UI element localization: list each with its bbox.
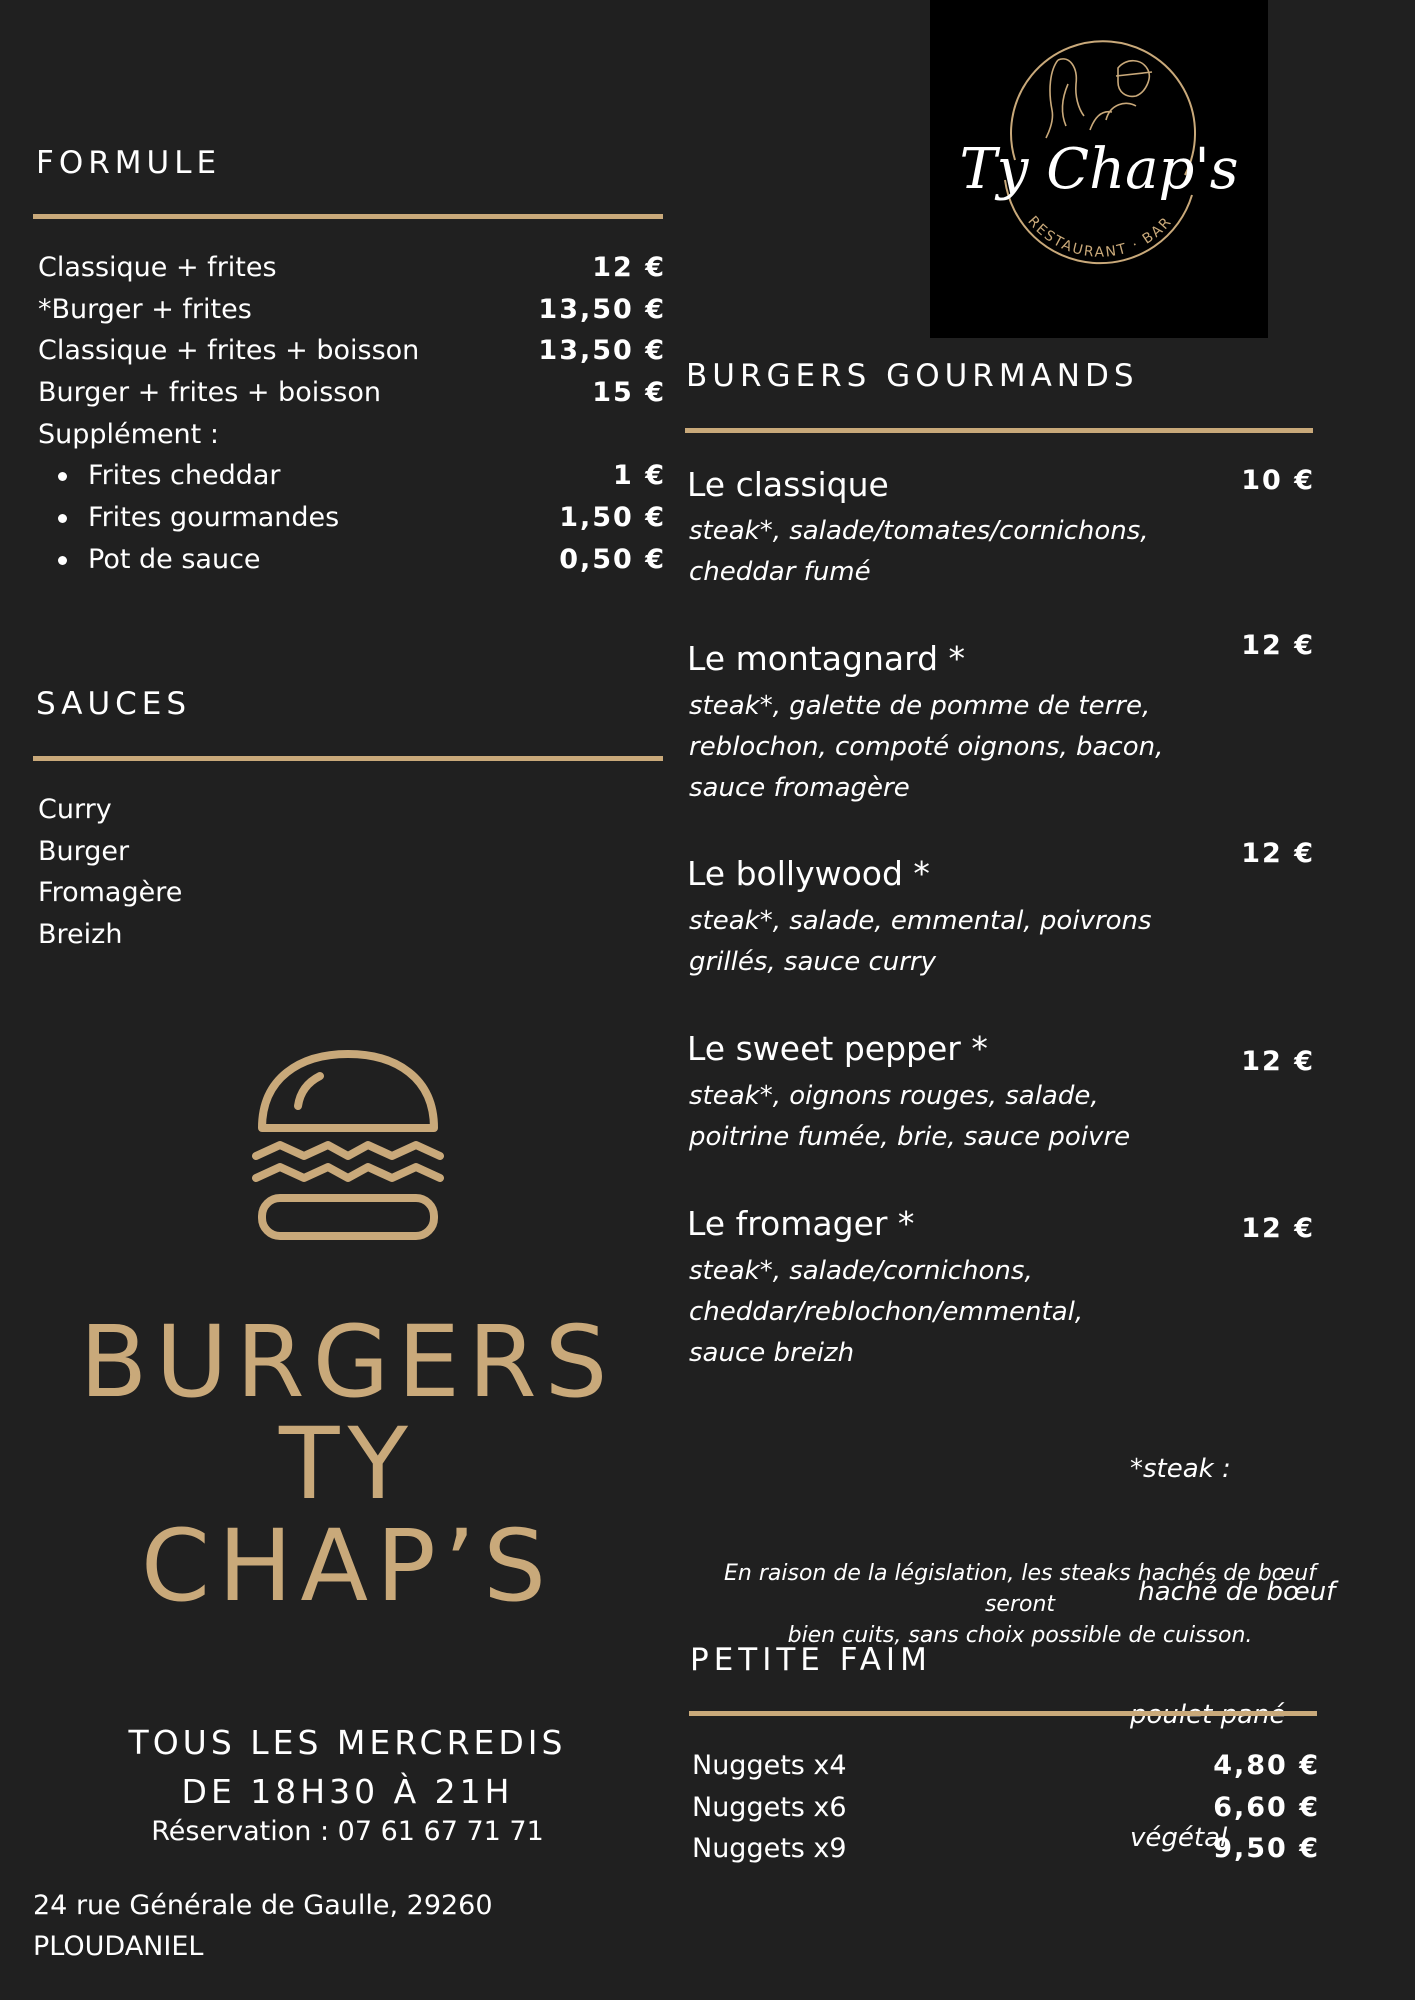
- reservation: Réservation : 07 61 67 71 71: [151, 1816, 544, 1847]
- burgers-heading: BURGERS GOURMANDS: [686, 358, 1139, 394]
- petite-faim-divider: [689, 1711, 1317, 1716]
- burger-name: Le sweet pepper *: [687, 1029, 988, 1068]
- legal-note: En raison de la législation, les steaks hachés de bœuf seront bien cuits, sans choix possible de cuisson.: [724, 1561, 1316, 1648]
- formule-item: Classique + frites + boisson 13,50 €: [38, 335, 666, 367]
- schedule: TOUS LES MERCREDIS DE 18H30 À 21H: [128, 1723, 567, 1811]
- logo: [930, 0, 1268, 338]
- steak-note: *steak : haché de bœuf végétal: [1130, 1454, 1336, 1853]
- supplement-item: Frites gourmandes 1,50 €: [38, 497, 666, 539]
- burger-price: 12 €: [1241, 630, 1315, 661]
- ty-chaps-logo-icon: [930, 0, 1268, 338]
- burger-description: steak*, galette de pomme de terre, reblochon, compoté oignons, bacon, sauce fromagère: [689, 691, 1164, 803]
- burger-name: Le bollywood *: [687, 854, 930, 893]
- petite-faim-item: Nuggets x9 9,50 €: [692, 1833, 1320, 1865]
- burger-name: Le classique: [687, 465, 889, 504]
- burger-icon: [250, 1048, 446, 1243]
- address: 24 rue Générale de Gaulle, 29260 PLOUDANIEL: [33, 1890, 493, 1962]
- sauces-heading: SAUCES: [36, 686, 192, 722]
- petite-faim-list: [692, 1745, 1320, 1870]
- burger-description: steak*, oignons rouges, salade, poitrine fumée, brie, sauce poivre: [689, 1081, 1131, 1152]
- burgers-divider: [685, 428, 1313, 433]
- burger-price: 12 €: [1241, 1213, 1315, 1244]
- sauce-item: Curry: [38, 794, 112, 825]
- burger-name: Le fromager *: [687, 1204, 915, 1243]
- burger-name: Le montagnard *: [687, 639, 966, 678]
- burger-price: 12 €: [1241, 1046, 1315, 1077]
- formule-divider: [33, 214, 663, 219]
- supplement-item: Frites cheddar 1 €: [38, 455, 666, 497]
- formule-heading: FORMULE: [36, 145, 222, 181]
- burger-description: steak*, salade, emmental, poivrons grillés, sauce curry: [689, 906, 1152, 977]
- formule-item: *Burger + frites 13,50 €: [38, 293, 666, 325]
- burger-description: steak*, salade/cornichons, cheddar/reblochon/emmental, sauce breizh: [689, 1256, 1084, 1368]
- formule-list: [38, 247, 666, 581]
- sauce-item: Breizh: [38, 919, 123, 951]
- sauces-list: [38, 789, 182, 956]
- petite-faim-heading: PETITE FAIM: [690, 1642, 932, 1678]
- brand-title: BURGERS TY CHAP’S: [79, 1305, 616, 1624]
- formule-item: Classique + frites 12 €: [38, 252, 666, 283]
- logo-subtitle-text: RESTAURANT · BAR: [1024, 213, 1176, 261]
- burger-price: 12 €: [1241, 838, 1315, 869]
- burger-description: steak*, salade/tomates/cornichons, cheddar fumé: [689, 516, 1149, 587]
- logo-script-text: Ty Chap's: [959, 137, 1239, 202]
- supplement-label: Supplément :: [38, 418, 219, 450]
- supplement-item: Pot de sauce 0,50 €: [38, 539, 666, 581]
- petite-faim-item: Nuggets x4 4,80 €: [692, 1750, 1320, 1781]
- burger-price: 10 €: [1241, 465, 1315, 496]
- sauce-item: Fromagère: [38, 877, 183, 909]
- petite-faim-item: Nuggets x6 6,60 €: [692, 1791, 1320, 1823]
- sauces-divider: [33, 756, 663, 761]
- formule-item: Burger + frites + boisson 15 €: [38, 377, 666, 409]
- sauce-item: Burger: [38, 835, 130, 867]
